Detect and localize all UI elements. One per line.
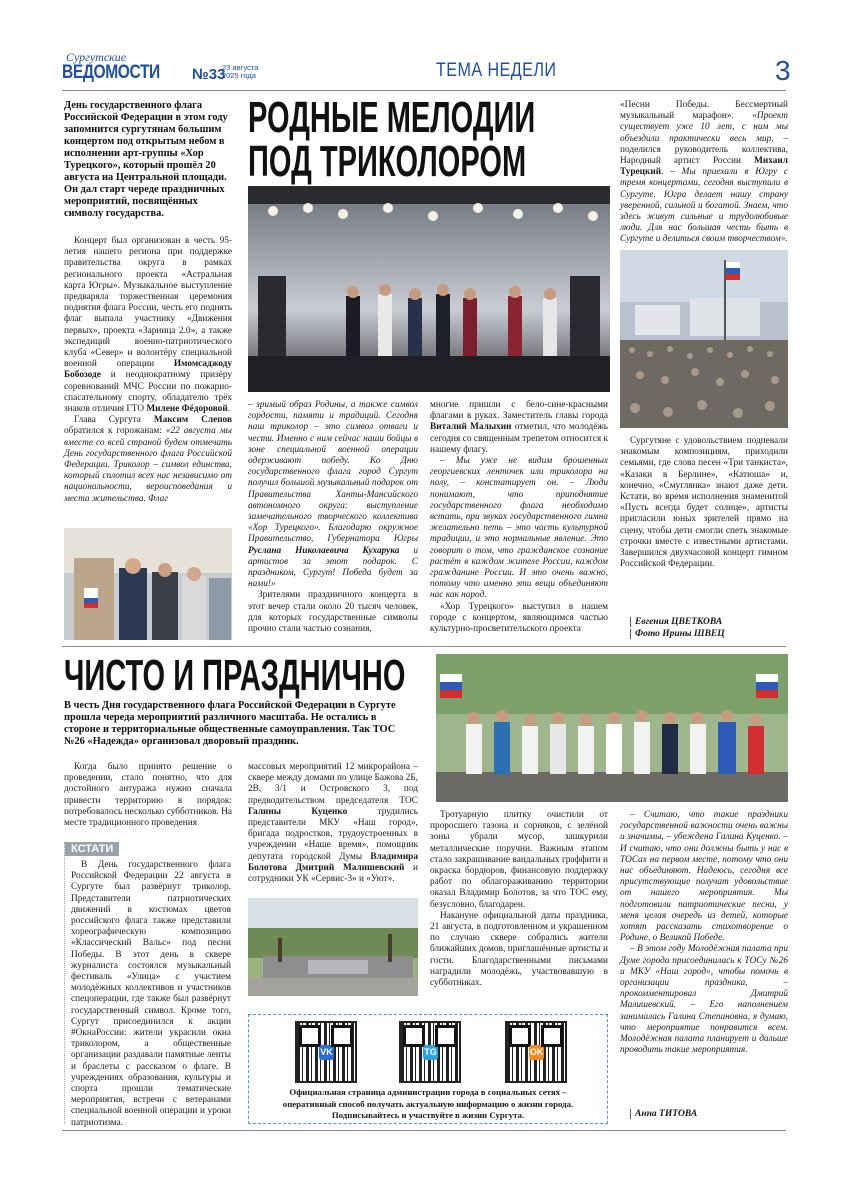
article-divider bbox=[62, 646, 786, 647]
article1-signature bbox=[630, 616, 790, 640]
concert-photo bbox=[248, 186, 610, 392]
vk-icon: VK bbox=[319, 1045, 334, 1060]
article1-col2-p2: Зрителями праздничного концерта в этот вечер стали около 20 тысяч человек, для которых государственные символы прочно стали частью сознания, bbox=[248, 590, 418, 635]
article1-col4-quote1: «Проект существует уже 10 лет, с ним мы объездили практически весь мир, bbox=[620, 111, 788, 144]
promo-line3: Подписывайтесь и участвуйте в жизни Сургута. bbox=[331, 1110, 525, 1120]
article1-col2-quote-b: и артистов за этот подарок. С праздником, Сургут! Победа будет за нами!» bbox=[248, 545, 419, 590]
article1-name-fedorova: Милене Фёдоровой bbox=[146, 404, 228, 415]
kstati-label: КСТАТИ bbox=[65, 842, 119, 856]
header-rule bbox=[62, 90, 786, 91]
officials-photo-image bbox=[64, 528, 232, 640]
article1-name-kuharuk: Руслана Николаевича Кухарука bbox=[248, 545, 400, 556]
article2-col3-p2: Накануне официальной даты праздника, 21 августа, в подготовленном и украшенном по случаю сквере собрались жители ближайших домов, приглашённые артисты и гости. Благодарственными письмами наградили молодёжь, участвовавшую в субботниках. bbox=[430, 910, 608, 989]
park-photo-image bbox=[248, 898, 418, 996]
article2-col2-p1c: и сотрудники УК «Сервис-3» и «Уют». bbox=[248, 862, 419, 885]
article1-col3-quote: – Мы уже не видим брошенных георгиевских ленточек или триколора на полу, – констатирует он. – Люди понимают, что приподнятие государственного флага необходимо встать, при звуках государственного гимна желательно петь – это часть культурной традиции, и это нормальные явление. Это говорит о том, что гражданское сознание растёт в каждом жителе России, каждом гражданине России. И это очень важно, потому что именно эти вещи объединяют нас как народ. bbox=[430, 456, 608, 601]
article1-col1-p1b: и неоднократному призёру соревнований МЧС России по пожарно-спасательному спорту, обладателю трёх знаков отличия ГТО bbox=[64, 370, 233, 415]
signature-bar bbox=[630, 1109, 631, 1119]
article1-name-tureckiy: Михаил Турецкий bbox=[620, 156, 788, 178]
article2-signature bbox=[630, 1108, 790, 1120]
article1-title-line1: РОДНЫЕ МЕЛОДИИ bbox=[248, 93, 536, 142]
issue-date-line1: 23 августа bbox=[222, 63, 259, 72]
article2-author: Анна ТИТОВА bbox=[635, 1109, 698, 1119]
article2-col2 bbox=[248, 762, 418, 885]
park-photo bbox=[248, 898, 418, 996]
promo-line1: Официальная страница администрации города в социальных сетях – bbox=[289, 1087, 567, 1097]
article1-col1-p2a: Глава Сургута bbox=[74, 415, 141, 426]
article1-col2 bbox=[248, 400, 418, 635]
article1-col4-top: «Песни Победы. Бессмертный музыкальный марафон». «Проект существует уже 10 лет, с ним мы объездили практически весь мир, – поделился руководитель коллектива, Народный артист России Михаил Турецкий. – Мы приехали в Югру с тремя концертами, сегодня выступили в Сургуте. Югра делает нашу страну уверенной, сильной и богатой. Знаем, что здесь живут сильные и трудолюбивые люди. Для нас большая честь быть в Сургуте и делиться своим творчеством». bbox=[620, 100, 788, 245]
article2-col3-p1: Тротуарную плитку очистили от проросшего газона и сорняков, с зелёной зоны убрали мусор, зашкурили металлические поручни. Важным этапом стало закрашивание вандальных граффити и окраска бордюров, финансовую поддержку работ по облагораживанию территории оказал Владимир Болотов, за что ТОС ему, безусловно, благодарен. bbox=[430, 810, 608, 910]
article1-name-malyhin: Виталий Малыхин bbox=[430, 422, 512, 433]
kstati-box bbox=[64, 842, 232, 1128]
signature-bar bbox=[630, 617, 631, 627]
logo-main-text: ВЕДОМОСТИ bbox=[62, 62, 160, 83]
issue-date-line2: 2025 года bbox=[222, 71, 256, 80]
article1-col1-p1: Концерт был организован в честь 95-летия нашего региона при поддержке правительства округа в рамках регионального проекта «Астральная карта Югры». Музыкальное выступление предваряла торжественная церемония поднятия флага России, честь его поднять флаг выпала участнику «Движения первых», проекта «Зарница 2.0», а также экспедиций военно-патриотического клуба «Север» и волонтёру специальной военной операции bbox=[64, 236, 232, 370]
kstati-body bbox=[71, 860, 231, 1129]
concert-photo-image bbox=[248, 186, 610, 392]
article2-col2-p1: массовых мероприятий 12 микрорайона – сквере между домами по улице Бажова 2Б, 2В, 3/1 и Островского 3, под предводительством председателя ТОС bbox=[248, 762, 418, 806]
article1-title-line2: ПОД ТРИКОЛОРОМ bbox=[248, 137, 527, 186]
qr-code-vk[interactable] bbox=[295, 1021, 357, 1083]
article1-col3-p3: «Хор Турецкого» выступил в нашем городе с концертом, являющимся частью культурно-просветительского проекта bbox=[430, 601, 608, 635]
issue-number: №33 bbox=[192, 66, 226, 83]
promo-line2: оперативный способ получать актуальную информацию о жизни города. bbox=[282, 1098, 574, 1109]
article1-photo-credit: Фото Ирины ШВЕЦ bbox=[635, 629, 725, 639]
article2-lead-text: В честь Дня государственного флага Российской Федерации в Сургуте прошла череда мероприятий различного масштаба. Не остались в стороне и территориальные общественные самоуправления. Так ТОС №26 «Надежда» организовал дворовый праздник. bbox=[64, 700, 396, 747]
article2-col2-p1b: трудились представители МКУ «Наш город», бригада подростков, трудоустроенных в учреждении «Наше время», помощник депутата городской Думы bbox=[248, 806, 418, 862]
article2-col3 bbox=[430, 810, 608, 989]
odnoklassniki-icon: OK bbox=[529, 1045, 544, 1060]
article1-col4-p1: «Песни Победы. Бессмертный музыкальный марафон». bbox=[620, 100, 788, 122]
logo-top-text: Сургутские bbox=[66, 50, 127, 64]
masthead-logo[interactable] bbox=[62, 50, 192, 90]
article1-col4-bottom bbox=[620, 436, 788, 570]
article1-col4-p1b: – поделился руководитель коллектива, Народный артист России bbox=[620, 133, 788, 167]
article2-name-kucenko: Галины Куценко bbox=[248, 806, 348, 817]
qr-code-telegram[interactable] bbox=[399, 1021, 461, 1083]
article1-col1: Концерт был организован в честь 95-летия нашего региона при поддержке правительства округа в рамках регионального проекта «Астральная карта Югры». Музыкальное выступление предваряла торжественная церемония поднятия флага России, честь его поднять флаг выпала участнику «Движения первых», проекта «Зарница 2.0», а также экспедиций военно-патриотического клуба «Север» и волонтёру специальной военной операции Имомсаджоду Бобозоде и неоднократному призёру соревнований МЧС России по пожарно-спасательному спорту, обладателю трёх знаков отличия ГТО Милене Фёдоровой. Глава Сургута Максим Слепов обратился к горожанам: «22 августа мы вместе со всей страной будем отмечать День государственного флага Российской Федерации. Триколор – символ единства, который сплотил всех нас независимо от национальности, вероисповедания и места жительства. Флаг bbox=[64, 236, 233, 504]
article1-name-slepov: Максим Слепов bbox=[153, 415, 232, 426]
article1-name-bobozode: Имомсаджоду Бобозоде bbox=[64, 359, 232, 381]
social-promo-box[interactable] bbox=[248, 1014, 608, 1124]
crowd-photo-image bbox=[620, 250, 788, 428]
article1-lead-text: День государственного флага Российской Федерации в этом году запомнится сургутянам большим концертом под открытым небом в исполнении арт-группы «Хор Турецкого», который прошёл 20 августа на Центральной площади. Он дал старт череде праздничных мероприятий, посвящённых символу государства. bbox=[64, 100, 228, 219]
article2-col1 bbox=[64, 762, 232, 829]
article1-col2-quote: – зримый образ Родины, а также символ гордости, памяти и традиций. Сегодня наш триколор – это символ отваги и чести. Именно с ним сейчас наши бойцы в зоне специальной военной операции одерживают победу. Ко Дню государственного флага город Сургут получил большой музыкальный подарок от Правительства Ханты-Мансийского автономного округа: выступление замечательного творческого коллектива «Хор Турецкого». Благодарю окружное Правительство, Губернатора Югры bbox=[248, 400, 418, 545]
crowd-photo bbox=[620, 250, 788, 428]
article2-title: ЧИСТО И ПРАЗДНИЧНО bbox=[64, 651, 406, 700]
kstati-text: В День государственного флага Российской Федерации 22 августа в Сургуте был развёрнут триколор. Представители патриотических движений в костюмах цветов российского флага также представили хореографическую композицию «Классический Вальс» под песни Победы. В этот день в сквере журналиста состоялся музыкальный фестиваль «Улица» с участием молодёжных коллективов и участников спецоперации, где также был развёрнут государственный символ. Кроме того, Сургут присоединился к акции #ОкнаРоссии: жители украсили окна триколором, а общественные организации раздавали памятные ленты и браслеты с рассказом о флаге. В учреждениях образования, культуры и спорта прошли тематические мероприятия, встречи с ветеранами специальной военной операции и уроки патриотизма. bbox=[71, 860, 231, 1128]
article2-col4 bbox=[620, 810, 788, 1056]
article1-col3-p1b: отметил, что молодёжь сегодня со священным трепетом относится к нашему флагу. bbox=[430, 422, 609, 455]
article1-lead bbox=[64, 100, 232, 220]
section-title: ТЕМА НЕДЕЛИ bbox=[436, 60, 557, 81]
article2-col4-quote1: – Считаю, что такие праздники государственной важности очень важны и значимы, – убеждена Галина Куценко. – И считаю, что они должны быть у нас в ТОСах на первом месте, потому что они нас объединяют. Надеюсь, сегодня все присутствующие получат удовольствие от нашего мероприятия. Мы подготовили патриотические песни, у меня целая очередь из детей, которые хотят рассказать стихотворение о Родине, о Великой Победе. bbox=[620, 810, 788, 944]
article1-col1-p2b: обратился к горожанам: bbox=[64, 426, 162, 437]
article2-lead bbox=[64, 700, 404, 748]
article1-col3-p1: многие пришли с бело-сине-красными флагами в руках. Заместитель главы города bbox=[430, 400, 608, 422]
article2-col1-p1: Когда было принято решение о проведении, стало понятно, что для достойного антуража нужно сначала привести территорию в порядок: потребовалось несколько субботников. На месте традиционного проведения bbox=[64, 762, 232, 829]
article1-col1-quote: «22 августа мы вместе со всей страной будем отмечать День государственного флага Российской Федерации. Триколор – символ единства, который сплотил всех нас независимо от национальности, вероисповедания и места жительства. Флаг bbox=[64, 426, 232, 504]
page-number: 3 bbox=[775, 55, 791, 86]
officials-photo bbox=[64, 528, 232, 640]
article1-col3 bbox=[430, 400, 608, 635]
telegram-icon: TG bbox=[423, 1045, 438, 1060]
article1-col4-p2: Сургутяне с удовольствием подпевали знакомым композициям, приходили семьями, где слова песен «Три танкиста», «Казаки в Берлине», «Катюша» и, конечно, «Смуглянка» знают даже дети. Кстати, во время исполнения знаменитой «Пусть всегда будет солнце», артисты пригласили юных зрителей прямо на сцену, чтобы дети смогли спеть знакомые строчки вместе с известными артистами. Завершился двухчасовой концерт гимном Российской Федерации. bbox=[620, 436, 788, 570]
signature-bar bbox=[630, 629, 631, 639]
article1-col4-quote2: – Мы приехали в Югру с тремя концертами, сегодня выступили в Сургуте. Югра делает нашу страну уверенной, сильной и богатой. Знаем, что здесь живут сильные и трудолюбивые люди. Для нас большая честь быть в Сургуте и делиться своим творчеством». bbox=[620, 167, 788, 245]
article2-col4-quote2: – В этом году Молодёжная палата при Думе города присоединилась к ТОСу №26 и МКУ «Наш город», чтобы помочь в организации праздника, – прокомментировал Дмитрий Малишевский. – Его наполнением занималась Галина Степановна, я думаю, что мероприятие понравится всем. Молодёжная палата планирует и дальше проводить такие мероприятия. bbox=[620, 944, 788, 1056]
footer-rule bbox=[62, 1130, 786, 1131]
promo-text bbox=[249, 1087, 607, 1122]
qr-code-ok[interactable] bbox=[505, 1021, 567, 1083]
article2-name-bolotov-malishevskiy: Владимира Болотова Дмитрий Малишевский bbox=[248, 851, 418, 873]
article1-author: Евгения ЦВЕТКОВА bbox=[635, 617, 723, 627]
tos-group-photo-image bbox=[436, 654, 788, 802]
issue-date bbox=[222, 64, 258, 80]
tos-group-photo bbox=[436, 654, 788, 802]
